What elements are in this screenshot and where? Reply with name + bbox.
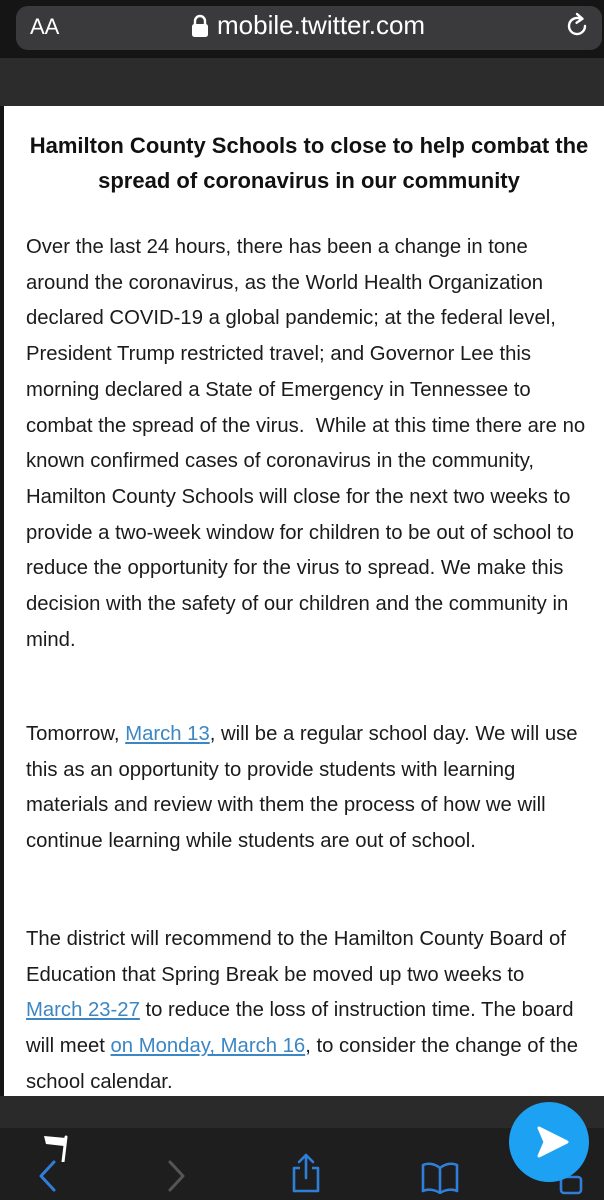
reload-icon[interactable] (563, 12, 591, 40)
page-header-strip (0, 58, 604, 106)
paragraph-text: The district will recommend to the Hamilton County Board of Education that Spring Break be moved up two weeks to (26, 928, 566, 986)
monday-march-16-link[interactable]: on Monday, March 16 (110, 1035, 306, 1058)
text-size-button[interactable]: AA (30, 14, 60, 39)
paragraph-text: , to consider the change of the school calendar. (26, 1035, 579, 1093)
lock-icon (190, 14, 210, 38)
compose-tweet-button[interactable] (509, 1102, 589, 1182)
paragraph-text: Tomorrow, (26, 723, 126, 745)
bookmarks-icon[interactable] (420, 1160, 460, 1194)
paragraph-text: , will be a regular school day. We will use this as an opportunity to provide students with learning materials and review with them the process of how we will continue learning while students are out of school. (26, 723, 578, 853)
article-paragraph (26, 717, 586, 860)
browser-address-bar (0, 0, 604, 58)
article-content (4, 106, 604, 1096)
send-arrow-icon (529, 1124, 573, 1160)
march-13-link[interactable]: March 13 (125, 723, 210, 745)
paragraph-text: to reduce the loss of instruction time. The board will meet (26, 999, 574, 1058)
article-headline: Hamilton County Schools to close to help combat the spread of coronavirus in our community (29, 133, 589, 193)
march-23-27-link[interactable]: March 23-27 (26, 999, 140, 1022)
article-paragraph (26, 922, 586, 1101)
share-icon[interactable] (289, 1152, 323, 1194)
article-paragraph: Over the last 24 hours, there has been a change in tone around the coronavirus, as the World Health Organization declared COVID-19 a global pandemic; at the federal level, President Trump restricted travel; and Governor Lee this morning declared a State of Emergency in Tennessee to combat the spread of the virus. While at this time there are no known confirmed cases of coronavirus in the community, Hamilton County Schools will close for the next two weeks to provide a two-week window for children to be out of school to reduce the opportunity for the virus to spread. We make this decision with the safety of our children and the community in mind. (26, 236, 586, 651)
url-text[interactable]: mobile.twitter.com (217, 10, 426, 40)
forward-icon[interactable] (164, 1158, 188, 1194)
back-icon[interactable] (36, 1158, 60, 1194)
